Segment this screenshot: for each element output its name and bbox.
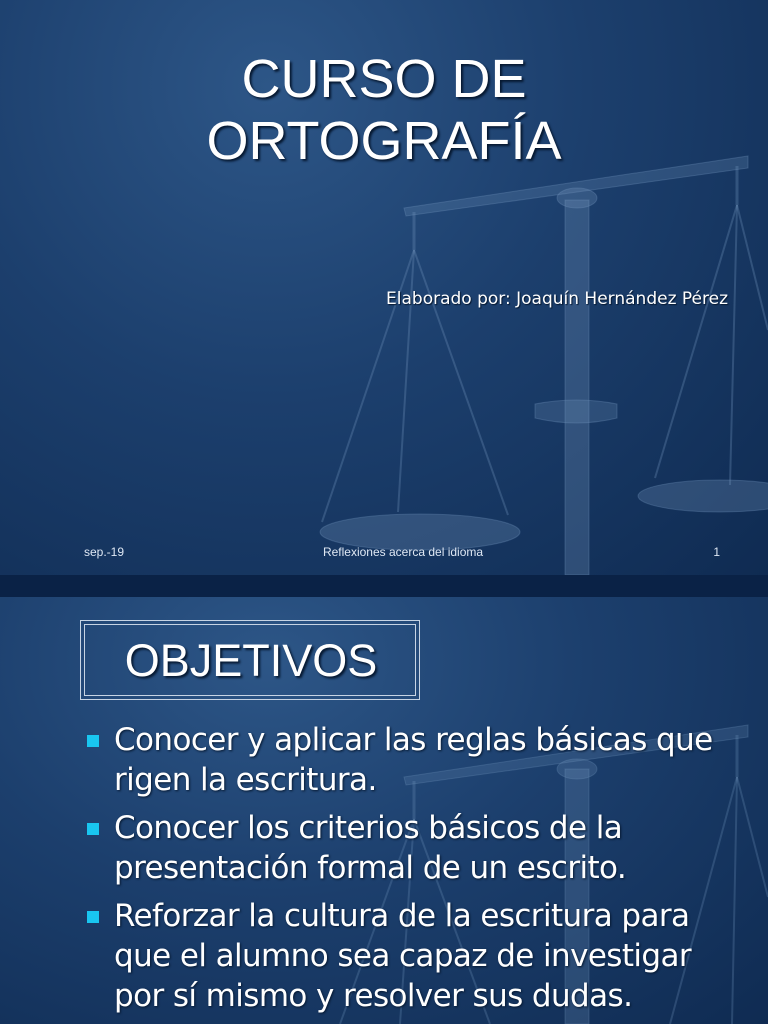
footer-title: Reflexiones acerca del idioma	[322, 545, 484, 559]
square-bullet-icon	[87, 911, 99, 923]
title-line-1: CURSO DE	[241, 49, 527, 109]
objectives-list	[86, 720, 736, 1024]
title-line-2: ORTOGRAFÍA	[206, 111, 562, 171]
slide-title	[0, 48, 768, 172]
slide-separator	[0, 575, 768, 597]
author-credit: Elaborado por: Joaquín Hernández Pérez	[386, 289, 728, 309]
objective-text: Conocer los criterios básicos de la presentación formal de un escrito.	[114, 810, 627, 886]
square-bullet-icon	[87, 823, 99, 835]
list-item	[86, 896, 736, 1016]
footer-page-number: 1	[713, 545, 720, 559]
objectives-heading: OBJETIVOS	[124, 635, 378, 686]
list-item	[86, 808, 736, 888]
footer-date: sep.-19	[84, 545, 125, 559]
objectives-slide	[0, 597, 768, 1024]
heading-box	[80, 620, 420, 700]
square-bullet-icon	[87, 735, 99, 747]
list-item	[86, 720, 736, 800]
objective-text: Reforzar la cultura de la escritura para que el alumno sea capaz de investigar por sí mismo y resolver sus dudas.	[114, 898, 692, 1014]
objective-text: Conocer y aplicar las reglas básicas que rigen la escritura.	[114, 722, 713, 798]
